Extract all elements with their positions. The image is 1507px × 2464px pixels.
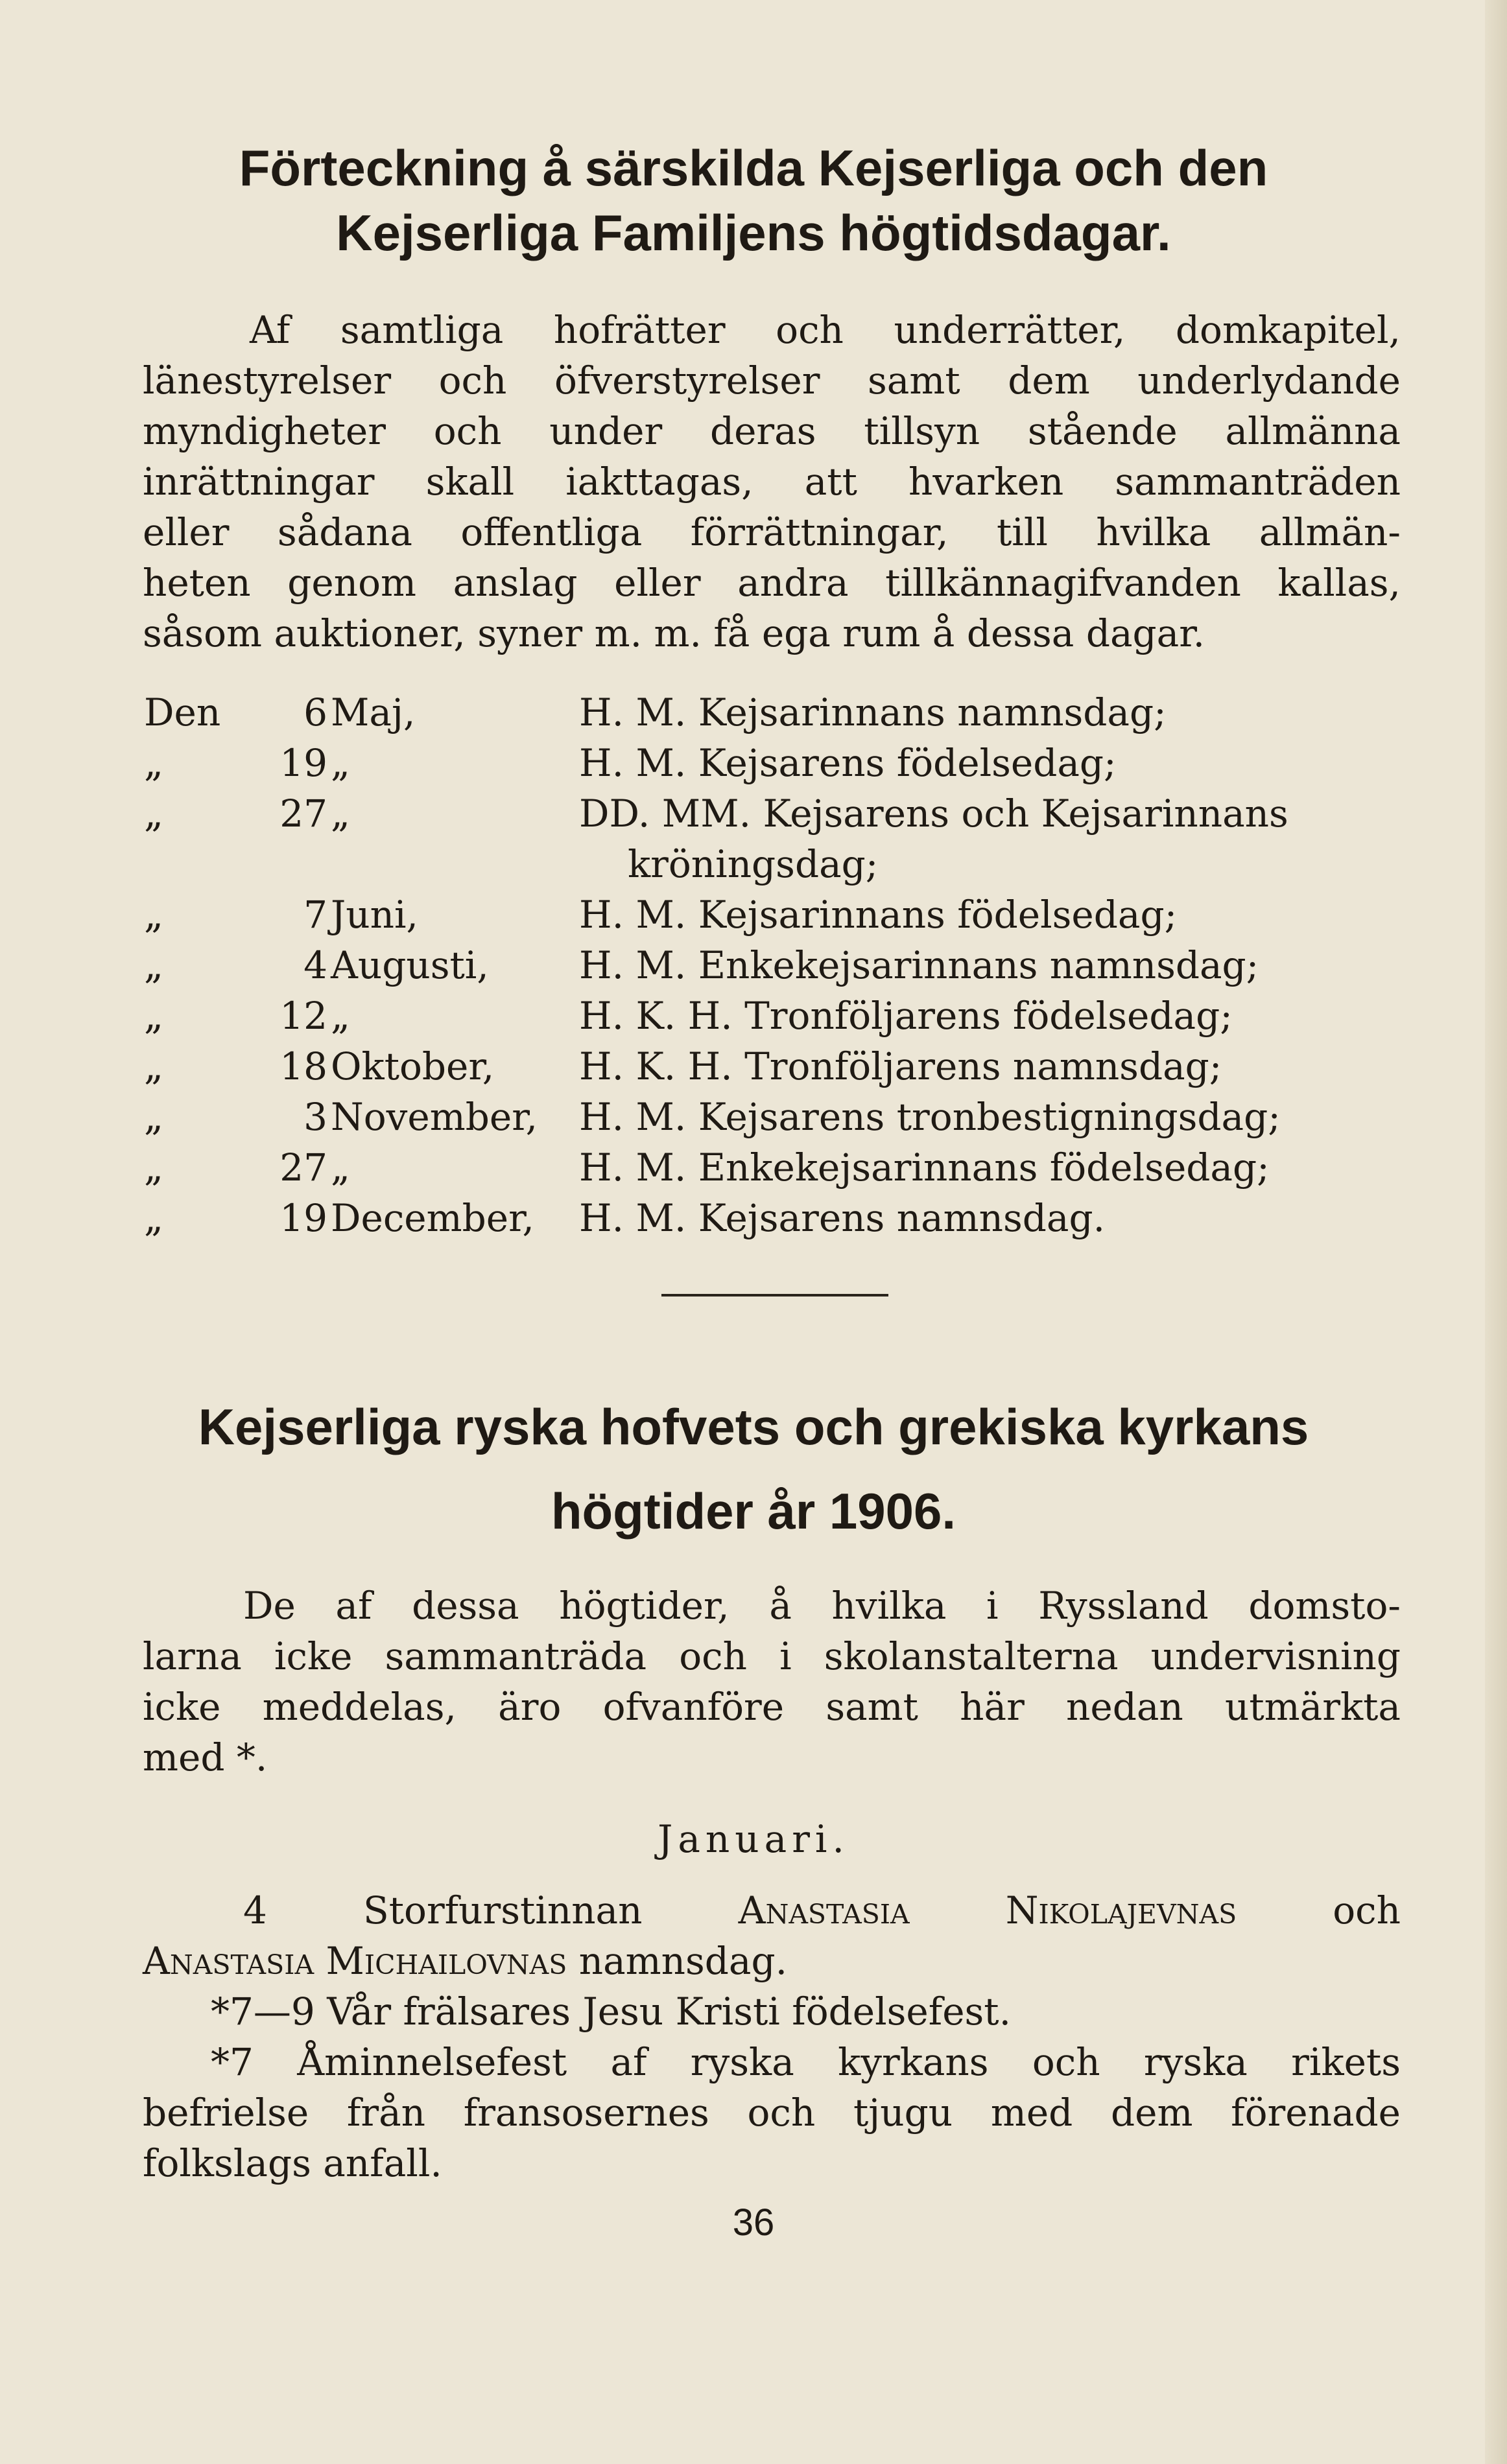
date-month: „ xyxy=(331,741,351,785)
date-prefix: „ xyxy=(144,994,164,1038)
entry-name: Michailovnas xyxy=(326,1939,567,1983)
date-row xyxy=(0,940,1507,991)
date-month: December, xyxy=(331,1196,534,1240)
intro-line: myndigheter och under deras tillsyn stående allmänna xyxy=(143,409,1401,453)
date-event: H. M. Kejsarens tronbestigningsdag; xyxy=(579,1095,1281,1139)
entry-name: Nikolajevnas xyxy=(1005,1888,1237,1932)
date-event: H. M. Enkekejsarinnans födelsedag; xyxy=(579,1145,1270,1190)
intro-line: Af samtliga hofrätter och underrätter, domkapitel, xyxy=(250,308,1401,352)
date-row xyxy=(0,889,1507,940)
entry-text: och xyxy=(1333,1888,1401,1932)
heading-1-line-1: Förteckning å särskilda Kejserliga och den xyxy=(239,139,1268,196)
date-day: 6 xyxy=(303,690,327,734)
date-month: Juni, xyxy=(331,893,418,937)
date-prefix: „ xyxy=(144,1044,164,1088)
intro-2-line: De af dessa högtider, å hvilka i Ryssland domsto- xyxy=(243,1584,1401,1628)
date-event: H. K. H. Tronföljarens födelsedag; xyxy=(579,994,1233,1038)
date-event: H. K. H. Tronföljarens namnsdag; xyxy=(579,1044,1222,1088)
date-row xyxy=(0,1041,1507,1092)
date-month: Maj, xyxy=(331,690,416,734)
entry-text: Storfurstinnan xyxy=(362,1888,643,1932)
date-row xyxy=(0,738,1507,788)
date-month: „ xyxy=(331,1145,351,1190)
intro-paragraph xyxy=(143,305,1401,659)
date-day: 19 xyxy=(279,741,327,785)
date-day: 4 xyxy=(303,943,327,987)
date-prefix: „ xyxy=(144,792,164,836)
date-month: Oktober, xyxy=(331,1044,495,1088)
intro-line: såsom auktioner, syner m. m. få ega rum å dessa dagar. xyxy=(143,611,1205,655)
date-month: „ xyxy=(331,792,351,836)
date-prefix: Den xyxy=(144,690,221,734)
date-month: Augusti, xyxy=(331,943,489,987)
entry-day: 4 xyxy=(243,1888,267,1932)
date-event: H. M. Kejsarens födelsedag; xyxy=(579,741,1117,785)
date-day: 12 xyxy=(279,994,327,1038)
date-prefix: „ xyxy=(144,741,164,785)
month-heading: Januari. xyxy=(658,1817,849,1861)
intro-line: heten genom anslag eller andra tillkännagifvanden kallas, xyxy=(143,561,1401,605)
date-row xyxy=(0,687,1507,738)
intro-line: länestyrelser och öfverstyrelser samt dem underlydande xyxy=(143,358,1401,403)
date-event: H. M. Kejsarinnans födelsedag; xyxy=(579,893,1178,937)
intro-2-line: icke meddelas, äro ofvanföre samt här nedan utmärkta xyxy=(143,1685,1401,1729)
date-month: November, xyxy=(331,1095,538,1139)
date-row xyxy=(0,1092,1507,1142)
date-day: 7 xyxy=(303,893,327,937)
entry-name: Anastasia xyxy=(738,1888,910,1932)
date-prefix: „ xyxy=(144,1196,164,1240)
intro-line: eller sådana offentliga förrättningar, till hvilka allmän- xyxy=(143,510,1401,554)
date-row xyxy=(0,991,1507,1041)
intro-2-line: med *. xyxy=(143,1735,268,1779)
date-row xyxy=(0,788,1507,839)
date-event: H. M. Kejsarinnans namnsdag; xyxy=(579,690,1167,734)
entry-3-line: folkslags anfall. xyxy=(143,2141,442,2185)
date-prefix: „ xyxy=(144,1145,164,1190)
intro-2-line: larna icke sammanträda och i skolanstalterna undervisning xyxy=(143,1634,1401,1678)
date-day: 27 xyxy=(279,1145,327,1190)
date-event: DD. MM. Kejsarens och Kejsarinnans xyxy=(579,792,1288,836)
entry-text: namnsdag. xyxy=(578,1939,788,1983)
entry-1-line-1 xyxy=(143,1885,1401,1936)
page-number: 36 xyxy=(732,2201,775,2244)
heading-1-line-2: Kejserliga Familjens högtidsdagar. xyxy=(336,204,1171,261)
entry-3-line: *7 Åminnelsefest af ryska kyrkans och ryska rikets xyxy=(211,2040,1401,2084)
date-event-continuation: kröningsdag; xyxy=(628,842,879,886)
entry-1-line-2 xyxy=(143,1936,1401,1986)
entry-name: Anastasia xyxy=(143,1939,314,1983)
heading-2-line-2: högtider år 1906. xyxy=(551,1483,956,1540)
date-day: 18 xyxy=(279,1044,327,1088)
date-row xyxy=(0,1193,1507,1243)
entries xyxy=(143,1885,1401,2188)
date-row xyxy=(0,1142,1507,1193)
heading-2-line-1: Kejserliga ryska hofvets och grekiska kyrkans xyxy=(198,1398,1309,1455)
date-day: 3 xyxy=(303,1095,327,1139)
date-day: 27 xyxy=(279,792,327,836)
date-event: H. M. Kejsarens namnsdag. xyxy=(579,1196,1106,1240)
section-divider xyxy=(661,1294,888,1297)
date-event: H. M. Enkekejsarinnans namnsdag; xyxy=(579,943,1259,987)
date-month: „ xyxy=(331,994,351,1038)
intro-line: inrättningar skall iakttagas, att hvarken sammanträden xyxy=(143,460,1401,504)
entry-2: *7—9 Vår frälsares Jesu Kristi födelsefest. xyxy=(211,1989,1012,2034)
date-prefix: „ xyxy=(144,943,164,987)
intro-2-paragraph xyxy=(143,1580,1401,1783)
entry-3-line: befrielse från fransosernes och tjugu med dem förenade xyxy=(143,2091,1401,2135)
date-prefix: „ xyxy=(144,893,164,937)
date-day: 19 xyxy=(279,1196,327,1240)
date-prefix: „ xyxy=(144,1095,164,1139)
